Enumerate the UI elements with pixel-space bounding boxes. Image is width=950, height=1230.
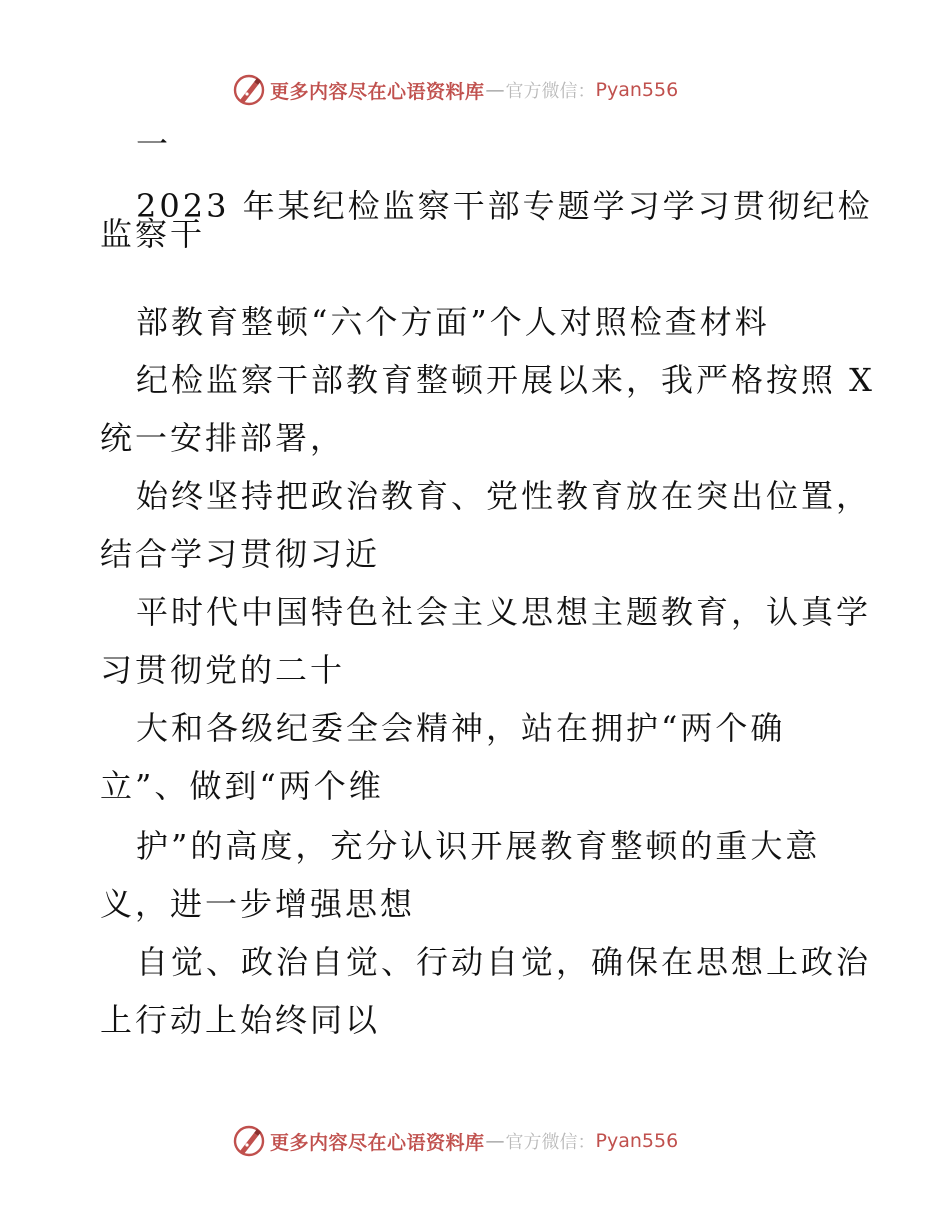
document-line: 上行动上始终同以 <box>100 1001 381 1039</box>
document-line: 纪检监察干部教育整顿开展以来，我严格按照 X <box>136 361 875 399</box>
watermark-wechat-id: Pyan556 <box>595 79 679 101</box>
watermark-wechat-id: Pyan556 <box>595 1130 679 1152</box>
document-line: 平时代中国特色社会主义思想主题教育，认真学 <box>136 593 872 631</box>
document-line: 结合学习贯彻习近 <box>100 535 381 573</box>
document-line: 立”、做到“两个维 <box>100 767 384 805</box>
document-line: 一 <box>136 125 172 163</box>
document-line: 大和各级纪委全会精神，站在拥护“两个确 <box>136 709 786 747</box>
watermark-brand-text: 更多内容尽在心语资料库 <box>270 80 485 103</box>
watermark-wechat-label: 官方微信： <box>505 81 596 102</box>
document-line: 护”的高度，充分认识开展教育整顿的重大意 <box>136 827 821 865</box>
watermark-separator: — <box>485 79 505 101</box>
document-title-line: 2023 年某纪检监察干部专题学习学习贯彻纪检 <box>136 187 873 225</box>
document-title-line: 部教育整顿“六个方面”个人对照检查材料 <box>136 303 770 341</box>
watermark-wechat-label: 官方微信： <box>505 1132 596 1153</box>
document-line: 习贯彻党的二十 <box>100 651 346 689</box>
document-line: 始终坚持把政治教育、党性教育放在突出位置， <box>136 477 872 515</box>
watermark-separator: — <box>485 1130 505 1152</box>
watermark-footer <box>232 1121 678 1161</box>
document-line: 义，进一步增强思想 <box>100 885 416 923</box>
document-line: 自觉、政治自觉、行动自觉，确保在思想上政治 <box>136 943 872 981</box>
document-title-line: 监察干 <box>100 215 206 253</box>
pen-nib-logo-icon <box>232 73 266 107</box>
pen-nib-logo-icon <box>232 1124 266 1158</box>
watermark-brand-text: 更多内容尽在心语资料库 <box>270 1131 485 1154</box>
watermark-header <box>232 70 678 110</box>
document-line: 统一安排部署， <box>100 419 346 457</box>
